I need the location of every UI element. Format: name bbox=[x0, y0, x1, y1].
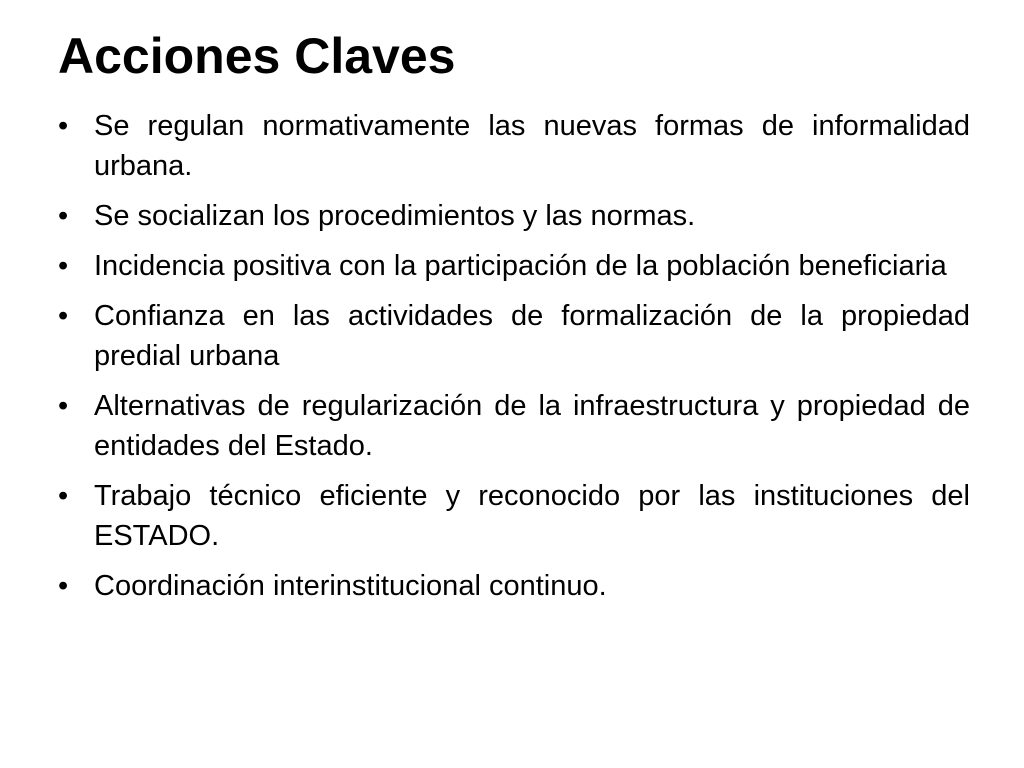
list-item-text: Incidencia positiva con la participación de la población beneficiaria bbox=[94, 250, 947, 282]
list-item bbox=[58, 566, 970, 606]
bullet-icon: • bbox=[58, 300, 69, 332]
bullet-icon: • bbox=[58, 200, 69, 232]
list-item bbox=[58, 106, 970, 186]
list-item bbox=[58, 296, 970, 376]
slide-title: Acciones Claves bbox=[58, 28, 456, 84]
bullet-icon: • bbox=[58, 110, 69, 142]
list-item bbox=[58, 476, 970, 556]
bullet-list bbox=[58, 106, 970, 616]
list-item-text: Coordinación interinstitucional continuo. bbox=[94, 570, 607, 602]
list-item-text: Se regulan normativamente las nuevas formas de informalidad urbana. bbox=[94, 110, 970, 182]
bullet-icon: • bbox=[58, 250, 69, 282]
bullet-icon: • bbox=[58, 480, 69, 512]
list-item-text: Confianza en las actividades de formalización de la propiedad predial urbana bbox=[94, 300, 970, 372]
list-item bbox=[58, 196, 970, 236]
list-item-text: Se socializan los procedimientos y las normas. bbox=[94, 200, 696, 232]
list-item bbox=[58, 386, 970, 466]
list-item-text: Trabajo técnico eficiente y reconocido por las instituciones del ESTADO. bbox=[94, 480, 970, 552]
bullet-icon: • bbox=[58, 390, 69, 422]
list-item bbox=[58, 246, 970, 286]
list-item-text: Alternativas de regularización de la infraestructura y propiedad de entidades del Estado. bbox=[94, 390, 970, 462]
bullet-icon: • bbox=[58, 570, 69, 602]
